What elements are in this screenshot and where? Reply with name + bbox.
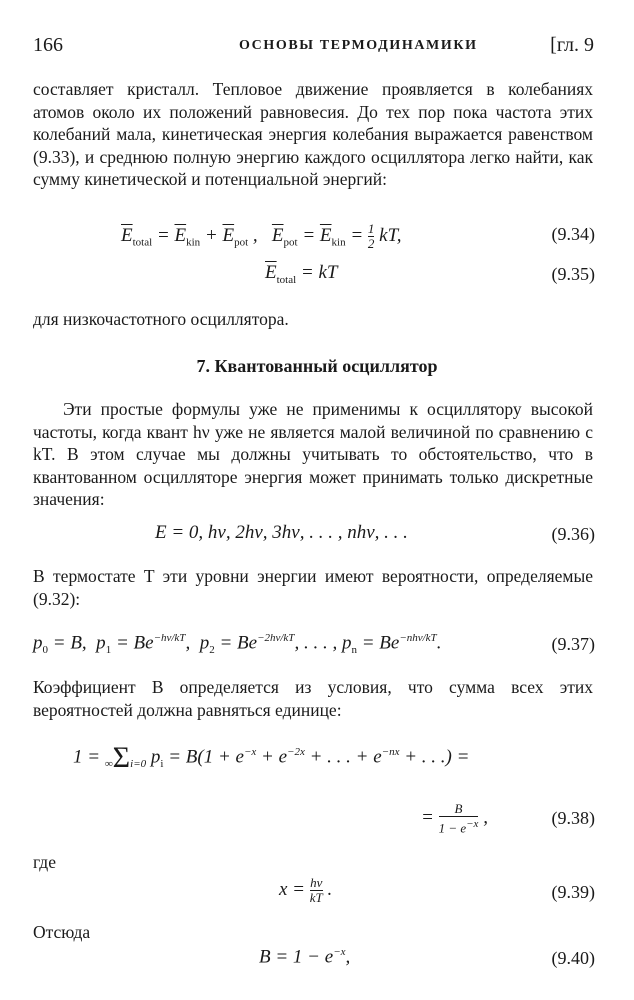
equation-9-38: 1 = ∞Σi=0 $p_i = B(1 + e^{-x} + e^{-2x}$ + . . . + $e^{-nx}$ + . . .) = = $\frac{B}{1 - e^{-x}}$ , (9.38) — [73, 741, 595, 836]
equation-9-37: $p_0 = B$, $p_1 = Be^{-h\nu/kT}$, $p_2 = Be^{-2h\nu/kT}$, . . . , $p_n = Be^{-nh\nu/kT}$. (9.37) — [33, 632, 595, 657]
equation-number: (9.35) — [551, 264, 595, 284]
running-title: ОСНОВЫ ТЕРМОДИНАМИКИ — [239, 38, 478, 53]
page-header — [33, 34, 594, 60]
equation-number: (9.34) — [551, 224, 595, 244]
paragraph-5: Коэффициент B определяется из условия, что сумма всех этих вероятностей должна равняться единице: — [33, 677, 593, 720]
equation-number: (9.38) — [551, 808, 595, 828]
word-hence: Отсюда — [33, 922, 91, 942]
page-number: 166 — [33, 34, 63, 56]
paragraph-1: составляет кристалл. Тепловое движение проявляется в колебаниях атомов около их положений равновесия. До тех пор пока частота этих колебаний мала, кинетическая энергия колебания выражается равенством (9.33), и среднюю полную энергию каждого осциллятора легко найти, как сумму кинетической и потенциальной энергий: — [33, 79, 593, 189]
paragraph-2: для низкочастотного осциллятора. — [33, 309, 289, 329]
chapter-label: [гл. 9 — [550, 34, 594, 56]
word-where: где — [33, 852, 56, 872]
section-title: 7. Квантованный осциллятор — [196, 356, 438, 376]
equation-9-36: E = 0, hν, 2hν, 3hν, . . . , nhν, . . . (9.36) — [155, 522, 595, 544]
paragraph-4: В термостате T эти уровни энергии имеют вероятности, определяемые (9.32): — [33, 566, 593, 609]
equation-number: (9.40) — [551, 948, 595, 968]
equation-9-35: $\overline{E}_{total}$ = kT (9.35) — [265, 262, 595, 286]
equation-number: (9.39) — [551, 882, 595, 902]
equation-9-40: $B = 1 - e^{-x}$, (9.40) — [259, 946, 595, 968]
equation-9-39: x = $\frac{h\nu}{kT}$ . (9.39) — [279, 875, 595, 905]
equation-9-34: $\overline{E}_{total} = \overline{E}_{kin} + \overline{E}_{pot}$ , $\overline{E}_{pot} = \overline{E}_{kin}$ = $\frac{1}{2}$ kT, (9.34) — [121, 221, 595, 251]
paragraph-3: Эти простые формулы уже не применимы к осциллятору высокой частоты, когда квант hν уже не является малой величиной по сравнению с kT. В этом случае мы должны учитывать то обстоятельство, что в квантованном осцилляторе энергия может принимать только дискретные значения: — [33, 399, 593, 509]
equation-number: (9.36) — [551, 524, 595, 544]
equation-number: (9.37) — [551, 634, 595, 654]
